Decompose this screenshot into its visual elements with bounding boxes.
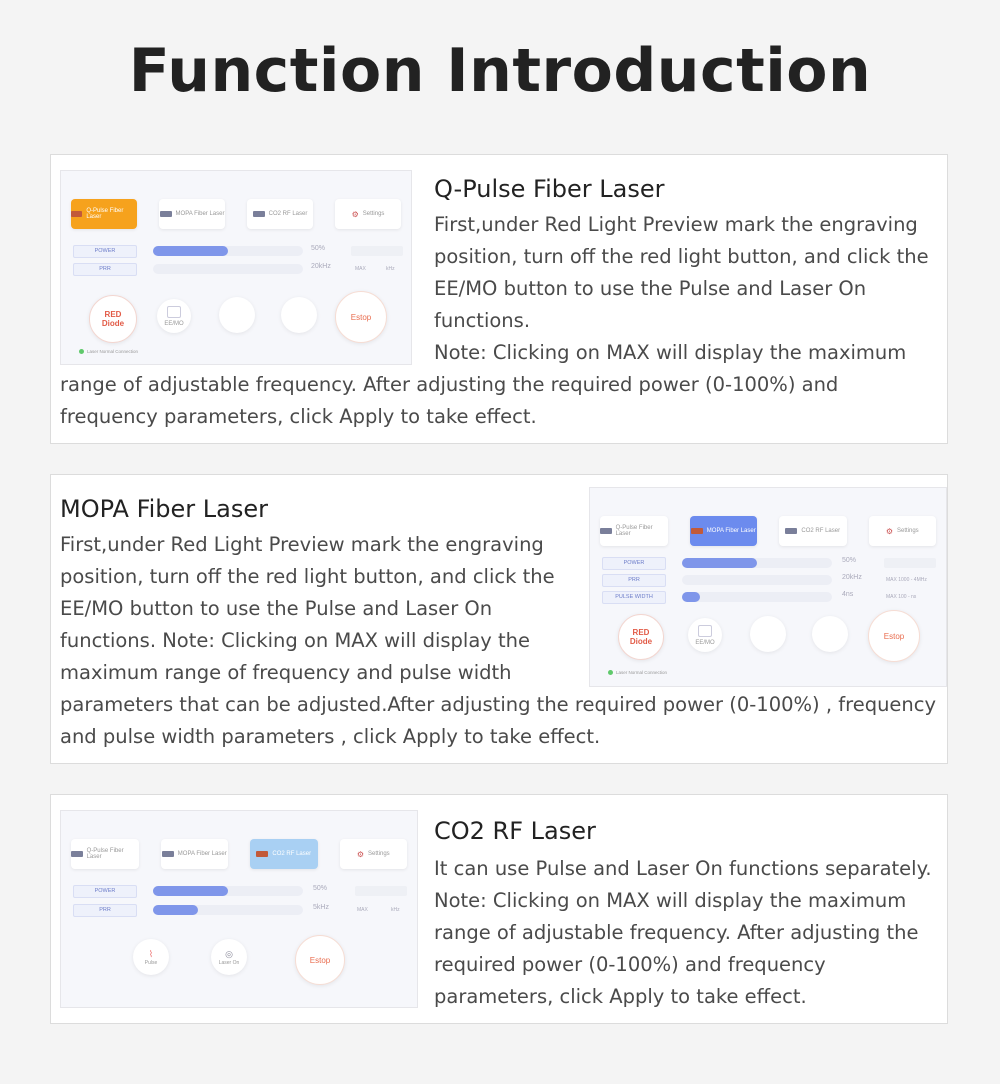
prr-value: 20kHz — [842, 574, 862, 581]
tab-settings — [869, 516, 937, 546]
power-slider-fill — [153, 886, 228, 896]
laser-icon — [253, 211, 265, 217]
estop-button — [295, 935, 345, 985]
tab-label: Q-Pulse Fiber Laser — [615, 525, 653, 537]
power-value: 50% — [842, 557, 857, 564]
button-label: Estop — [883, 631, 905, 641]
section-text: First,under Red Light Preview mark the engraving position, turn off the red light button, and click the EE/MO button to use the Pulse and Laser On functions. — [434, 213, 929, 332]
status-bar — [608, 670, 667, 675]
gear-icon: ⚙ — [351, 209, 359, 219]
prr-row — [73, 263, 399, 275]
section-heading: MOPA Fiber Laser — [60, 495, 269, 523]
button-label: EE/MO — [164, 320, 184, 327]
ee-mo-icon — [698, 625, 712, 637]
laser-icon — [71, 211, 82, 217]
prr-row — [602, 574, 934, 586]
button-label: Pulse — [144, 959, 158, 966]
prr-max: MAX — [357, 907, 368, 913]
pulse-width-max: MAX 100 - ns — [886, 594, 917, 600]
section-note: Note: Clicking on MAX will display the maximum range of adjustable frequency. After adjusting the required power (0-100%) and frequency parameters, click Apply to take effect. — [60, 341, 907, 428]
ee-mo-icon — [167, 306, 181, 318]
status-text: Laser Normal Connection — [616, 670, 668, 675]
tab-co2 — [250, 839, 318, 869]
co2-screenshot — [60, 810, 418, 1008]
laser-icon — [71, 851, 83, 857]
section-text: First,under Red Light Preview mark the engraving position, turn off the red light button, and click the EE/MO button to use the Pulse and Laser On functions. Note: Clicking on MAX will display the maximum range of frequency and pulse width parameters that can be adjusted.After adjusting the required power (0-100%) , frequency and pulse width parameters , click Apply to take effect. — [60, 533, 937, 748]
estop-button — [868, 610, 920, 662]
prr-label: PRR — [73, 904, 137, 917]
ee-mo-button — [157, 299, 191, 333]
pulse-button — [750, 616, 786, 652]
tab-q-pulse — [71, 199, 137, 229]
laser-on-button — [812, 616, 848, 652]
power-slider-fill — [153, 246, 228, 256]
tab-label: MOPA Fiber Laser — [175, 211, 225, 217]
pulse-width-value: 4ns — [842, 591, 854, 598]
button-label: RED Diode — [101, 310, 125, 328]
button-label: RED Diode — [629, 628, 653, 646]
power-slider — [153, 886, 303, 896]
laser-icon — [785, 528, 797, 534]
power-row — [602, 557, 934, 569]
section-co2 — [50, 794, 948, 1024]
tab-co2 — [779, 516, 847, 546]
button-label: Laser On — [218, 959, 240, 966]
gear-icon: ⚙ — [885, 526, 893, 536]
section-text: It can use Pulse and Laser On functions separately. Note: Clicking on MAX will display the maximum range of adjustable frequency. After adjusting the required power (0-100%) and frequency parameters, click Apply to take effect. — [434, 857, 932, 1008]
laser-on-button — [211, 939, 247, 975]
prr-label: PRR — [73, 263, 137, 276]
tab-label: Q-Pulse Fiber Laser — [86, 208, 124, 220]
prr-max: MAX 1000 - 4MHz — [886, 577, 927, 583]
section-mopa — [50, 474, 948, 764]
tab-mopa — [159, 199, 225, 229]
tab-label: CO2 RF Laser — [272, 851, 312, 857]
section-q-pulse — [50, 154, 948, 444]
pulse-width-row — [602, 591, 934, 603]
power-input — [884, 558, 936, 568]
tab-q-pulse — [71, 839, 139, 869]
button-label: Estop — [309, 955, 331, 965]
tab-settings — [340, 839, 408, 869]
prr-row — [73, 904, 405, 916]
laser-icon — [600, 528, 612, 534]
power-row — [73, 885, 405, 897]
laser-on-button — [281, 297, 317, 333]
tab-settings — [335, 199, 401, 229]
pulse-width-label: PULSE WIDTH — [602, 591, 666, 604]
red-diode-button — [89, 295, 137, 343]
button-label: EE/MO — [695, 639, 715, 646]
pulse-width-slider — [682, 592, 832, 602]
prr-unit: kHz — [391, 907, 400, 913]
laser-tabs — [71, 839, 407, 869]
power-slider-fill — [682, 558, 757, 568]
mopa-screenshot — [589, 487, 947, 687]
tab-label: Q-Pulse Fiber Laser — [86, 848, 124, 860]
q-pulse-screenshot — [60, 170, 412, 365]
tab-label: CO2 RF Laser — [801, 528, 841, 534]
prr-slider — [153, 264, 303, 274]
laser-tabs — [71, 199, 401, 229]
tab-label: Settings — [896, 528, 919, 534]
red-diode-button — [618, 614, 664, 660]
prr-slider-fill — [153, 905, 198, 915]
tab-q-pulse — [600, 516, 668, 546]
tab-mopa — [690, 516, 758, 546]
laser-icon — [691, 528, 703, 534]
power-slider — [153, 246, 303, 256]
prr-value: 20kHz — [311, 263, 331, 270]
power-label: POWER — [73, 885, 137, 898]
button-label: Estop — [350, 312, 372, 322]
section-heading: Q-Pulse Fiber Laser — [434, 175, 665, 203]
gear-icon: ⚙ — [356, 849, 364, 859]
section-text-wrap — [60, 525, 940, 753]
tab-co2 — [247, 199, 313, 229]
tab-label: CO2 RF Laser — [268, 211, 308, 217]
tab-label: Settings — [362, 211, 385, 217]
power-input — [351, 246, 403, 256]
prr-label: PRR — [602, 574, 666, 587]
power-label: POWER — [602, 557, 666, 570]
pulse-button — [219, 297, 255, 333]
tab-mopa — [161, 839, 229, 869]
power-slider — [682, 558, 832, 568]
pulse-icon: ⌇ — [148, 948, 154, 959]
prr-max: MAX — [355, 266, 366, 272]
prr-slider — [153, 905, 303, 915]
tab-label: MOPA Fiber Laser — [177, 851, 227, 857]
laser-tabs — [600, 516, 936, 546]
power-input — [355, 886, 407, 896]
power-label: POWER — [73, 245, 137, 258]
status-dot — [608, 670, 613, 675]
tab-label: Settings — [367, 851, 390, 857]
power-value: 50% — [311, 245, 326, 252]
laser-icon — [256, 851, 268, 857]
status-text: Laser Normal Connection — [87, 349, 139, 354]
laser-icon — [160, 211, 172, 217]
ee-mo-button — [688, 618, 722, 652]
prr-unit: kHz — [386, 266, 395, 272]
prr-slider — [682, 575, 832, 585]
power-value: 50% — [313, 885, 328, 892]
prr-value: 5kHz — [313, 904, 329, 911]
tab-label: MOPA Fiber Laser — [706, 528, 756, 534]
page-title: Function Introduction — [128, 36, 872, 106]
pulse-button — [133, 939, 169, 975]
power-row — [73, 245, 399, 257]
section-heading: CO2 RF Laser — [434, 817, 596, 845]
laser-on-icon: ◎ — [225, 948, 233, 959]
pulse-width-slider-fill — [682, 592, 700, 602]
laser-icon — [162, 851, 174, 857]
estop-button — [335, 291, 387, 343]
